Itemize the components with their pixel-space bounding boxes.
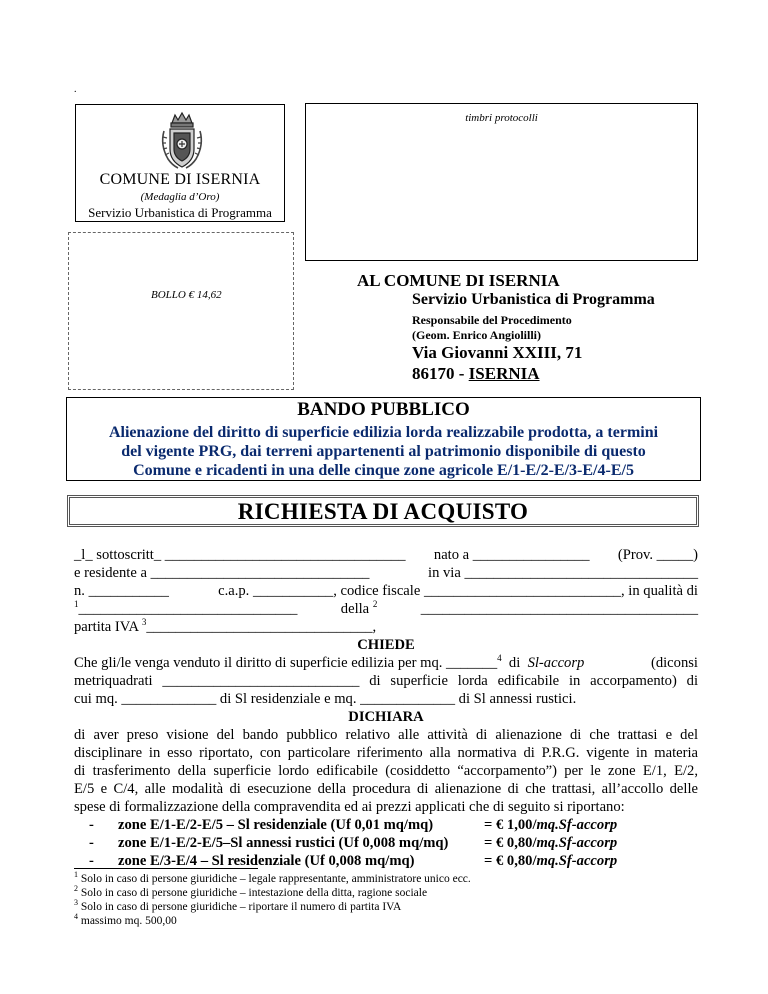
- form-line: [74, 546, 698, 564]
- footnote: [74, 886, 471, 900]
- footnote-ref: 2: [372, 599, 378, 609]
- footnote-ref: 1: [74, 599, 79, 609]
- zone-price-row: [74, 816, 698, 834]
- partita-iva-label: partita IVA: [74, 619, 139, 635]
- form-body: [74, 546, 698, 870]
- della-text: della: [340, 601, 370, 617]
- addressee-city: ISERNIA: [468, 364, 540, 383]
- footnote-ref: 3: [141, 617, 147, 627]
- zone-price: [484, 816, 617, 834]
- chiede-text-mid: di: [508, 655, 521, 671]
- footnote: [74, 872, 471, 886]
- footnote-text: Solo in caso di persone giuridiche – legale rappresentante, amministratore unico ecc.: [80, 873, 471, 885]
- dichiara-line: E/5 e C/4, alle modalità di esecuzione della procedura di alienazione di che trattasi, all’accollo delle: [74, 781, 698, 797]
- provincia-field[interactable]: (Prov. _____): [617, 547, 698, 563]
- protocol-stamp-area: [305, 103, 698, 261]
- sottoscritto-field[interactable]: _l_ sottoscritt_ _________________________________: [74, 547, 406, 563]
- richiesta-box: [67, 495, 699, 527]
- zone-price: [484, 852, 617, 870]
- coat-of-arms-icon: [158, 111, 206, 171]
- bando-description: [73, 423, 694, 480]
- zone-name: zone E/1-E/2-E/5 – Sl residenziale (Uf 0,01 mq/mq): [118, 817, 434, 833]
- qualita-blank: ______________________________: [78, 601, 298, 617]
- chiede-line: [74, 654, 698, 672]
- zone-price-value: = € 0,80/: [484, 835, 537, 851]
- della-label: [341, 600, 378, 618]
- zone-name: zone E/1-E/2-E/5–Sl annessi rustici (Uf 0,008 mq/mq): [118, 835, 449, 851]
- comune-medaglia: (Medaglia d’Oro): [140, 191, 220, 203]
- bando-desc-line: Comune e ricadenti in una delle cinque zone agricole E/1-E/2-E/3-E/4-E/5: [133, 462, 634, 479]
- dichiara-line: di trasferimento della superficie lordo edificabile (cosiddetto “accorpamento”) per le zone E/1, E/2,: [74, 763, 698, 779]
- chiede-line[interactable]: cui mq. _____________ di Sl residenziale e mq. _____________ di Sl annessi rustici.: [74, 691, 577, 707]
- zone-price-value: = € 1,00/: [484, 817, 537, 833]
- addressee-line-2: Servizio Urbanistica di Programma: [412, 291, 655, 308]
- zone-name: zone E/3-E/4 – Sl residenziale (Uf 0,008 mq/mq): [118, 853, 415, 869]
- comune-name: COMUNE DI ISERNIA: [99, 171, 261, 188]
- revenue-stamp-area: [68, 232, 294, 390]
- ditta-field[interactable]: ______________________________________: [420, 601, 698, 617]
- qualita-field[interactable]: [74, 600, 297, 618]
- chiede-line[interactable]: metriquadrati ___________________________ di superficie lorda edificabile in accorpamento) di: [74, 673, 698, 689]
- footnote: [74, 900, 471, 914]
- chiede-heading: CHIEDE: [357, 637, 415, 653]
- footnotes: [74, 872, 471, 928]
- list-dash: -: [89, 853, 94, 869]
- bando-box: [66, 397, 701, 481]
- addressee-postcode: 86170 -: [412, 364, 469, 383]
- addressee-line-4: (Geom. Enrico Angiolilli): [412, 328, 541, 342]
- footnote-text: Solo in caso di persone giuridiche – riportare il numero di partita IVA: [80, 901, 402, 913]
- footnote-text: massimo mq. 500,00: [80, 915, 177, 927]
- form-line: [74, 582, 698, 600]
- zone-price-value: = € 0,80/: [484, 853, 537, 869]
- stamp-area-label: timbri protocolli: [465, 112, 538, 124]
- bando-title: BANDO PUBBLICO: [297, 399, 470, 420]
- via-field[interactable]: in via ________________________________: [428, 565, 698, 581]
- addressee-line-1: AL COMUNE DI ISERNIA: [357, 271, 560, 290]
- addressee-line-3: Responsabile del Procedimento: [412, 313, 572, 327]
- zone-price: [484, 834, 617, 852]
- numero-field[interactable]: n. ___________: [74, 583, 169, 599]
- footnote-ref: 4: [497, 653, 502, 663]
- dichiara-heading: DICHIARA: [348, 709, 424, 725]
- form-line: [74, 564, 698, 582]
- footnote-number: 1: [74, 870, 78, 879]
- chiede-text-italic: Sl-accorp: [527, 655, 585, 671]
- dichiara-line: spese di formalizzazione della compravendita ed ai prezzi applicati che di seguito si riportano:: [74, 799, 625, 815]
- cap-codice-fiscale-field[interactable]: c.a.p. ___________, codice fiscale ___________________________, in qualità di: [218, 583, 698, 599]
- zone-price-row: [74, 834, 698, 852]
- comune-header-box: [75, 104, 285, 222]
- chiede-text-end: (diconsi: [650, 655, 698, 671]
- chiede-text[interactable]: [74, 654, 584, 672]
- nato-a-field[interactable]: nato a ________________: [433, 547, 590, 563]
- dichiara-line: disciplinare in esso riportato, con particolare riferimento alla normativa di P.R.G. vigente in materia: [74, 745, 698, 761]
- addressee-city-line: [412, 364, 540, 384]
- partita-iva-field[interactable]: _______________________________,: [146, 619, 377, 635]
- zone-price-unit: mq.Sf-accorp: [536, 817, 618, 833]
- bando-desc-line: Alienazione del diritto di superficie edilizia lorda realizzabile prodotta, a termini: [108, 424, 659, 441]
- zone-price-unit: mq.Sf-accorp: [536, 835, 618, 851]
- form-line: [74, 600, 698, 618]
- residente-field[interactable]: e residente a ______________________________: [74, 565, 370, 581]
- list-dash: -: [89, 817, 94, 833]
- list-dash: -: [89, 835, 94, 851]
- bando-desc-line: del vigente PRG, dai terreni appartenenti al patrimonio disponibile di questo: [121, 443, 646, 460]
- comune-servizio: Servizio Urbanistica di Programma: [88, 205, 272, 220]
- addressee-address: Via Giovanni XXIII, 71: [412, 343, 583, 362]
- footnote-separator: [74, 868, 258, 869]
- form-line: [74, 618, 698, 636]
- bollo-label: BOLLO € 14,62: [151, 289, 222, 301]
- footnote-number: 2: [74, 884, 78, 893]
- footnote-number: 3: [74, 898, 78, 907]
- zone-price-unit: mq.Sf-accorp: [536, 853, 618, 869]
- top-mark: .: [74, 84, 77, 95]
- footnote: [74, 914, 471, 928]
- dichiara-line: di aver preso visione del bando pubblico relativo alle attività di alienazione di che trattasi e del: [74, 727, 698, 743]
- footnote-number: 4: [74, 912, 78, 921]
- chiede-text-start: Che gli/le venga venduto il diritto di superficie edilizia per mq. _______: [74, 655, 498, 671]
- richiesta-title: RICHIESTA DI ACQUISTO: [237, 499, 529, 524]
- footnote-text: Solo in caso di persone giuridiche – intestazione della ditta, ragione sociale: [80, 887, 428, 899]
